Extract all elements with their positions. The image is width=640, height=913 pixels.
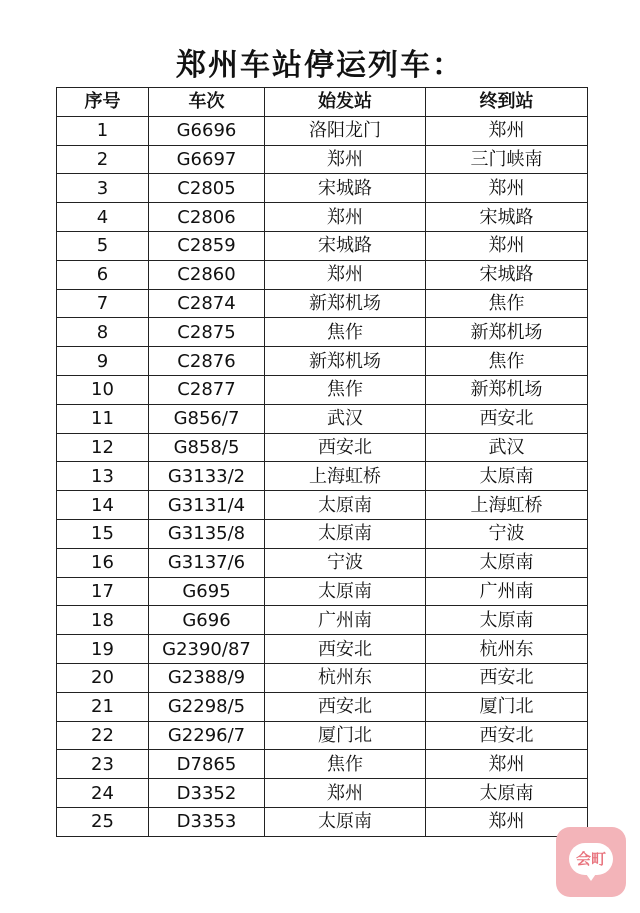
cell-index: 16 (57, 548, 149, 577)
watermark-logo (556, 827, 626, 897)
cell-train-number: C2875 (149, 318, 265, 347)
table-row (57, 692, 588, 721)
cell-index: 8 (57, 318, 149, 347)
cell-origin-station: 郑州 (265, 145, 426, 174)
cell-destination-station: 西安北 (426, 721, 588, 750)
table-row (57, 606, 588, 635)
table-row (57, 462, 588, 491)
cell-origin-station: 武汉 (265, 404, 426, 433)
cell-train-number: G3131/4 (149, 491, 265, 520)
cell-origin-station: 郑州 (265, 203, 426, 232)
table-row (57, 318, 588, 347)
table-row (57, 663, 588, 692)
cell-train-number: C2874 (149, 289, 265, 318)
cell-destination-station: 焦作 (426, 289, 588, 318)
table-row (57, 404, 588, 433)
cell-origin-station: 焦作 (265, 318, 426, 347)
cell-index: 10 (57, 375, 149, 404)
cell-index: 14 (57, 491, 149, 520)
cell-origin-station: 郑州 (265, 779, 426, 808)
table-row (57, 231, 588, 260)
cell-train-number: G695 (149, 577, 265, 606)
cell-origin-station: 西安北 (265, 635, 426, 664)
cell-destination-station: 西安北 (426, 404, 588, 433)
table-row (57, 491, 588, 520)
cell-train-number: G2296/7 (149, 721, 265, 750)
cell-train-number: G2390/87 (149, 635, 265, 664)
page-title: 郑州车站停运列车： (176, 48, 464, 83)
cell-destination-station: 厦门北 (426, 692, 588, 721)
cell-destination-station: 宋城路 (426, 260, 588, 289)
table-row (57, 433, 588, 462)
cell-origin-station: 宋城路 (265, 231, 426, 260)
cell-index: 25 (57, 807, 149, 836)
cell-index: 4 (57, 203, 149, 232)
table-row (57, 779, 588, 808)
cell-index: 18 (57, 606, 149, 635)
suspended-trains-table (56, 87, 588, 837)
cell-train-number: C2806 (149, 203, 265, 232)
table-row (57, 145, 588, 174)
cell-index: 1 (57, 116, 149, 145)
cell-origin-station: 太原南 (265, 519, 426, 548)
cell-train-number: G2298/5 (149, 692, 265, 721)
cell-index: 5 (57, 231, 149, 260)
cell-origin-station: 郑州 (265, 260, 426, 289)
table-row (57, 174, 588, 203)
cell-index: 23 (57, 750, 149, 779)
table-row (57, 260, 588, 289)
cell-destination-station: 太原南 (426, 779, 588, 808)
cell-destination-station: 焦作 (426, 347, 588, 376)
cell-origin-station: 西安北 (265, 433, 426, 462)
cell-train-number: G6697 (149, 145, 265, 174)
cell-index: 2 (57, 145, 149, 174)
cell-destination-station: 郑州 (426, 807, 588, 836)
cell-origin-station: 广州南 (265, 606, 426, 635)
cell-train-number: G856/7 (149, 404, 265, 433)
cell-train-number: C2860 (149, 260, 265, 289)
cell-destination-station: 太原南 (426, 462, 588, 491)
cell-destination-station: 郑州 (426, 231, 588, 260)
cell-index: 13 (57, 462, 149, 491)
cell-index: 3 (57, 174, 149, 203)
cell-destination-station: 杭州东 (426, 635, 588, 664)
cell-destination-station: 郑州 (426, 750, 588, 779)
cell-index: 21 (57, 692, 149, 721)
cell-origin-station: 宁波 (265, 548, 426, 577)
cell-train-number: G6696 (149, 116, 265, 145)
cell-index: 17 (57, 577, 149, 606)
cell-origin-station: 上海虹桥 (265, 462, 426, 491)
cell-destination-station: 上海虹桥 (426, 491, 588, 520)
cell-train-number: G696 (149, 606, 265, 635)
cell-destination-station: 郑州 (426, 116, 588, 145)
table-row (57, 577, 588, 606)
cell-destination-station: 太原南 (426, 606, 588, 635)
table-row (57, 347, 588, 376)
table-row (57, 750, 588, 779)
table-row (57, 635, 588, 664)
cell-origin-station: 宋城路 (265, 174, 426, 203)
cell-destination-station: 西安北 (426, 663, 588, 692)
cell-destination-station: 广州南 (426, 577, 588, 606)
cell-index: 9 (57, 347, 149, 376)
table-row (57, 807, 588, 836)
cell-origin-station: 洛阳龙门 (265, 116, 426, 145)
cell-destination-station: 三门峡南 (426, 145, 588, 174)
cell-origin-station: 杭州东 (265, 663, 426, 692)
cell-train-number: G2388/9 (149, 663, 265, 692)
cell-destination-station: 宋城路 (426, 203, 588, 232)
table-row (57, 289, 588, 318)
cell-train-number: G3137/6 (149, 548, 265, 577)
cell-train-number: D3353 (149, 807, 265, 836)
header-origin-station: 始发站 (265, 88, 426, 117)
cell-origin-station: 厦门北 (265, 721, 426, 750)
cell-index: 24 (57, 779, 149, 808)
cell-train-number: G3133/2 (149, 462, 265, 491)
cell-train-number: D3352 (149, 779, 265, 808)
cell-train-number: D7865 (149, 750, 265, 779)
table-row (57, 375, 588, 404)
cell-destination-station: 武汉 (426, 433, 588, 462)
cell-index: 20 (57, 663, 149, 692)
cell-train-number: C2876 (149, 347, 265, 376)
cell-destination-station: 新郑机场 (426, 375, 588, 404)
cell-origin-station: 太原南 (265, 807, 426, 836)
cell-origin-station: 焦作 (265, 750, 426, 779)
cell-train-number: C2877 (149, 375, 265, 404)
cell-destination-station: 太原南 (426, 548, 588, 577)
cell-destination-station: 郑州 (426, 174, 588, 203)
header-destination-station: 终到站 (426, 88, 588, 117)
table-header-row (57, 88, 588, 117)
cell-index: 19 (57, 635, 149, 664)
header-train-number: 车次 (149, 88, 265, 117)
cell-origin-station: 焦作 (265, 375, 426, 404)
watermark-text: 会町 (575, 850, 606, 868)
cell-origin-station: 太原南 (265, 491, 426, 520)
cell-index: 22 (57, 721, 149, 750)
table-row (57, 203, 588, 232)
cell-origin-station: 西安北 (265, 692, 426, 721)
cell-index: 12 (57, 433, 149, 462)
cell-index: 6 (57, 260, 149, 289)
cell-index: 15 (57, 519, 149, 548)
cell-index: 7 (57, 289, 149, 318)
cell-origin-station: 新郑机场 (265, 347, 426, 376)
cell-origin-station: 太原南 (265, 577, 426, 606)
cell-train-number: C2859 (149, 231, 265, 260)
cell-train-number: C2805 (149, 174, 265, 203)
cell-destination-station: 宁波 (426, 519, 588, 548)
cell-index: 11 (57, 404, 149, 433)
cell-train-number: G3135/8 (149, 519, 265, 548)
cell-destination-station: 新郑机场 (426, 318, 588, 347)
speech-bubble-tail (584, 871, 598, 881)
header-index: 序号 (57, 88, 149, 117)
table-row (57, 721, 588, 750)
table-row (57, 116, 588, 145)
cell-origin-station: 新郑机场 (265, 289, 426, 318)
table-row (57, 519, 588, 548)
cell-train-number: G858/5 (149, 433, 265, 462)
table-row (57, 548, 588, 577)
